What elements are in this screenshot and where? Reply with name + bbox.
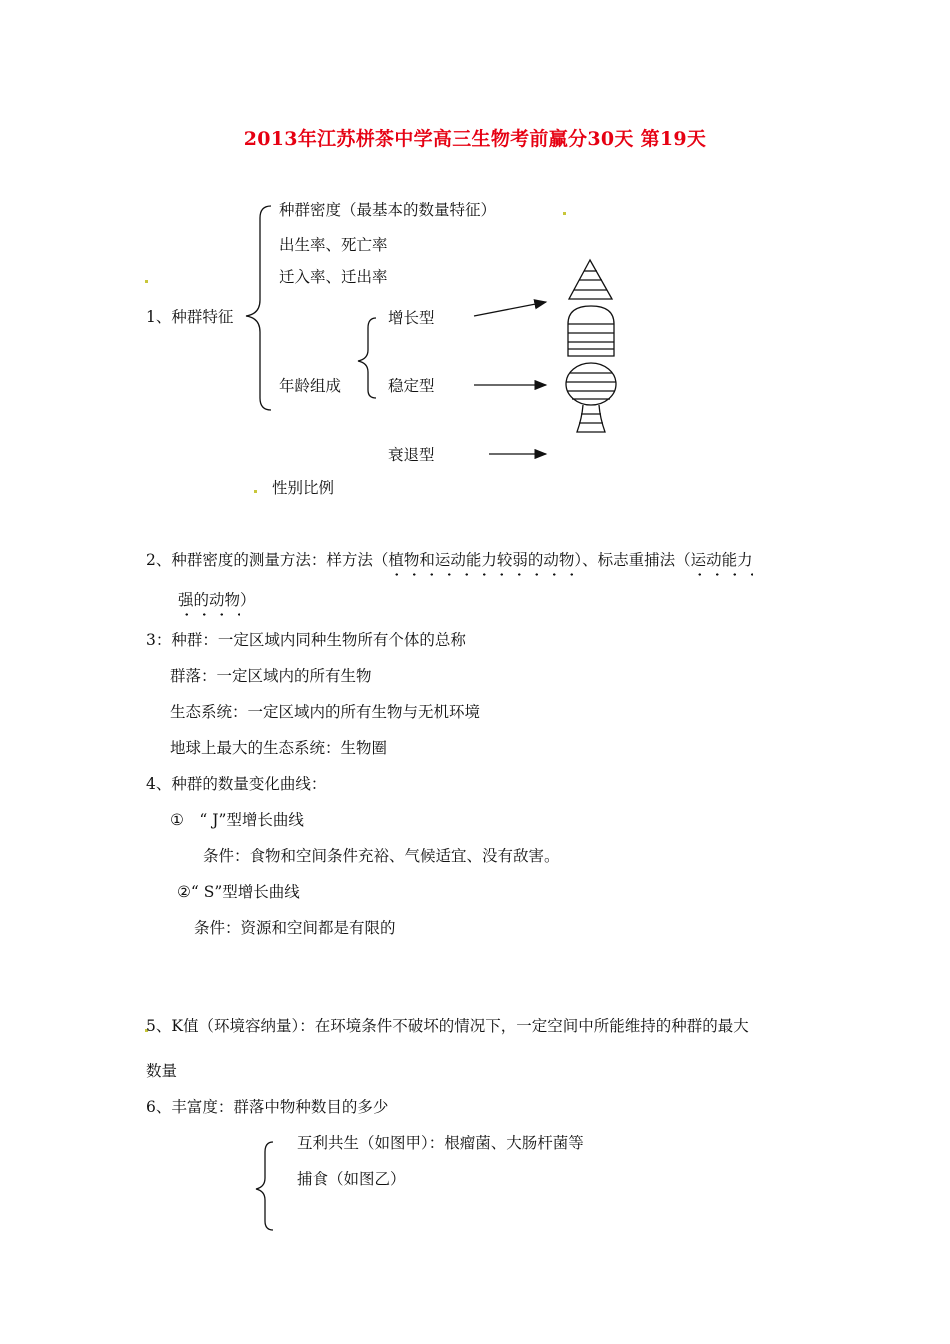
section2-prefix: 2、种群密度的测量方法：样方法（: [146, 551, 389, 569]
speck-mark: [145, 280, 148, 283]
ecosystem-definition: 生态系统：一定区域内的所有生物与无机环境: [170, 703, 481, 721]
j-curve-title: ① “ J”型增长曲线: [170, 811, 304, 829]
section2-close: ）: [240, 591, 256, 609]
plant-method-emphasis: 植物和运动能力较弱的动物: [388, 551, 575, 569]
j-curve-condition: 条件：食物和空间条件充裕、气候适宜、没有敌害。: [203, 847, 560, 865]
section2-mid: ）、标志重捕法（: [574, 551, 691, 569]
predation-text: 捕食（如图乙）: [297, 1170, 406, 1188]
growth-pyramid-icon: [569, 260, 612, 299]
speck-mark: [563, 212, 566, 215]
sex-ratio-text: 性别比例: [272, 479, 335, 497]
decline-pyramid-icon: [566, 363, 616, 432]
community-definition: 群落：一定区域内的所有生物: [170, 667, 372, 685]
growth-arrow: [474, 302, 546, 316]
s-curve-title: ②“ S”型增长曲线: [177, 883, 300, 901]
population-density-text: 种群密度（最基本的数量特征）: [279, 201, 497, 219]
mutualism-text: 互利共生（如图甲）：根瘤菌、大肠杆菌等: [297, 1134, 584, 1152]
k-value-line2: 数量: [146, 1062, 178, 1080]
section2-line1: [146, 550, 753, 570]
section1-heading: 1、种群特征: [146, 308, 234, 326]
section6-heading: 6、丰富度：群落中物种数目的多少: [146, 1098, 389, 1116]
section4-heading: 4、种群的数量变化曲线：: [146, 775, 327, 793]
section2-line2: [178, 590, 256, 610]
age-structure-text: 年龄组成: [279, 377, 342, 395]
decline-type-text: 衰退型: [388, 446, 435, 464]
section1-brace: [246, 206, 271, 410]
age-structure-brace: [358, 318, 376, 398]
migration-rate-text: 迁入率、迁出率: [279, 268, 388, 286]
population-definition: 3：种群：一定区域内同种生物所有个体的总称: [146, 631, 466, 649]
biosphere-definition: 地球上最大的生态系统：生物圈: [170, 739, 388, 757]
k-value-line1: 5、K值（环境容纳量）：在环境条件不破坏的情况下，一定空间中所能维持的种群的最大: [146, 1017, 749, 1035]
birth-death-rate-text: 出生率、死亡率: [279, 236, 388, 254]
s-curve-condition: 条件：资源和空间都是有限的: [194, 919, 396, 937]
stable-pyramid-icon: [568, 306, 614, 356]
section6-brace: [256, 1142, 273, 1230]
speck-mark: [254, 490, 257, 493]
stable-type-text: 稳定型: [388, 377, 435, 395]
page-title: 2013年江苏栟茶中学高三生物考前赢分30天 第19天: [243, 128, 707, 150]
strong-animal-emphasis-2: 强的动物: [178, 591, 241, 609]
strong-animal-emphasis-1: 运动能力: [690, 551, 753, 569]
growth-type-text: 增长型: [388, 309, 435, 327]
